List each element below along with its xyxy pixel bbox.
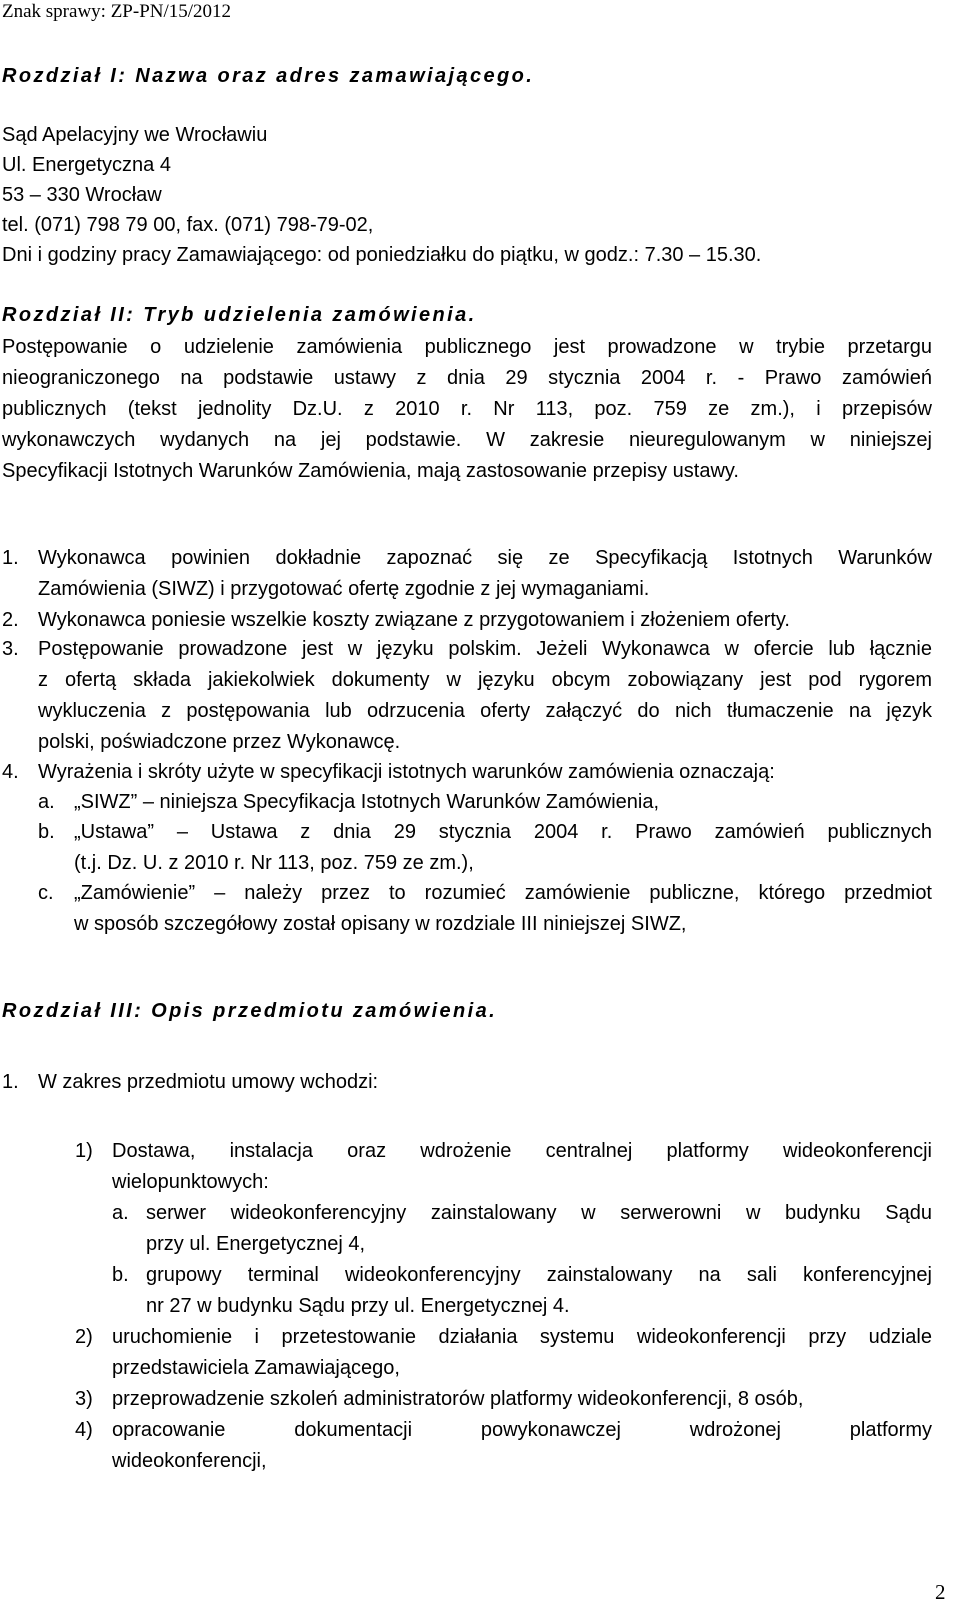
sub-list-line: (t.j. Dz. U. z 2010 r. Nr 113, poz. 759 ze zm.), <box>74 852 474 874</box>
scope-line: wielopunktowych: <box>112 1171 269 1193</box>
scope-number: 2) <box>75 1326 93 1348</box>
scope-line: przeprowadzenie szkoleń administratorów platformy wideokonferencji, 8 osób, <box>112 1388 804 1410</box>
scope-sub-line: grupowy terminal wideokonferencyjny zainstalowany na sali konferencyjnej <box>146 1264 932 1286</box>
list-item-line: W zakres przedmiotu umowy wchodzi: <box>38 1071 379 1093</box>
scope-number: 4) <box>75 1419 93 1441</box>
scope-line: Dostawa, instalacja oraz wdrożenie centralnej platformy wideokonferencji <box>112 1140 932 1162</box>
list-item-line: Wykonawca powinien dokładnie zapoznać się ze Specyfikacją Istotnych Warunków <box>38 547 932 569</box>
scope-line: wideokonferencji, <box>112 1450 267 1472</box>
list-item-line: Wyrażenia i skróty użyte w specyfikacji istotnych warunków zamówienia oznaczają: <box>38 761 775 783</box>
list-number: 1. <box>2 1071 19 1093</box>
sub-list-line: „Ustawa” – Ustawa z dnia 29 stycznia 2004 r. Prawo zamówień publicznych <box>74 821 932 843</box>
list-item-line: wykluczenia z postępowania lub odrzucenia oferty załączyć do nich tłumaczenie na język <box>38 700 932 722</box>
address-line: Ul. Energetyczna 4 <box>2 154 171 176</box>
paragraph-line: wykonawczych wydanych na jej podstawie. W zakresie nieuregulowanym w niniejszej <box>2 429 932 451</box>
scope-number: 1) <box>75 1140 93 1162</box>
list-item-line: polski, poświadczone przez Wykonawcę. <box>38 731 401 753</box>
paragraph-line: Postępowanie o udzielenie zamówienia publicznego jest prowadzone w trybie przetargu <box>2 336 932 358</box>
case-number-header: Znak sprawy: ZP-PN/15/2012 <box>2 1 232 22</box>
paragraph-line: publicznych (tekst jednolity Dz.U. z 2010 r. Nr 113, poz. 759 ze zm.), i przepisów <box>2 398 932 420</box>
sub-list-letter: c. <box>38 882 54 904</box>
list-item-line: Zamówienia (SIWZ) i przygotować ofertę zgodnie z jej wymaganiami. <box>38 578 650 600</box>
scope-sub-line: nr 27 w budynku Sądu przy ul. Energetycznej 4. <box>146 1295 570 1317</box>
list-number: 3. <box>2 638 19 660</box>
scope-line: przedstawiciela Zamawiającego, <box>112 1357 400 1379</box>
page-number: 2 <box>935 1580 946 1604</box>
scope-sub-line: przy ul. Energetycznej 4, <box>146 1233 365 1255</box>
address-line: Sąd Apelacyjny we Wrocławiu <box>2 124 268 146</box>
list-item-line: Wykonawca poniesie wszelkie koszty związane z przygotowaniem i złożeniem oferty. <box>38 609 790 631</box>
sub-list-line: w sposób szczegółowy został opisany w rozdziale III niniejszej SIWZ, <box>74 913 687 935</box>
list-number: 2. <box>2 609 19 631</box>
section-1-heading: Rozdział I: Nazwa oraz adres zamawiającego. <box>2 65 535 87</box>
paragraph-line: Specyfikacji Istotnych Warunków Zamówienia, mają zastosowanie przepisy ustawy. <box>2 460 739 482</box>
sub-list-line: „Zamówienie” – należy przez to rozumieć zamówienie publiczne, którego przedmiot <box>74 882 932 904</box>
working-hours-line: Dni i godziny pracy Zamawiającego: od poniedziałku do piątku, w godz.: 7.30 – 15.30. <box>2 244 762 266</box>
paragraph-line: nieograniczonego na podstawie ustawy z dnia 29 stycznia 2004 r. - Prawo zamówień <box>2 367 932 389</box>
sub-list-letter: a. <box>38 791 55 813</box>
section-2-heading: Rozdział II: Tryb udzielenia zamówienia. <box>2 304 477 326</box>
sub-list-letter: b. <box>38 821 55 843</box>
address-line: 53 – 330 Wrocław <box>2 184 162 206</box>
address-line: tel. (071) 798 79 00, fax. (071) 798-79-02, <box>2 214 374 236</box>
list-number: 4. <box>2 761 19 783</box>
scope-line: opracowanie dokumentacji powykonawczej wdrożonej platformy <box>112 1419 932 1441</box>
sub-list-line: „SIWZ” – niniejsza Specyfikacja Istotnych Warunków Zamówienia, <box>74 791 660 813</box>
list-number: 1. <box>2 547 19 569</box>
scope-sub-letter: b. <box>112 1264 129 1286</box>
section-3-heading: Rozdział III: Opis przedmiotu zamówienia. <box>2 1000 498 1022</box>
list-item-line: Postępowanie prowadzone jest w języku polskim. Jeżeli Wykonawca w ofercie lub łącznie <box>38 638 932 660</box>
scope-sub-letter: a. <box>112 1202 129 1224</box>
scope-number: 3) <box>75 1388 93 1410</box>
list-item-line: z ofertą składa jakiekolwiek dokumenty w języku obcym zobowiązany jest pod rygorem <box>38 669 932 691</box>
scope-sub-line: serwer wideokonferencyjny zainstalowany w serwerowni w budynku Sądu <box>146 1202 932 1224</box>
scope-line: uruchomienie i przetestowanie działania systemu wideokonferencji przy udziale <box>112 1326 932 1348</box>
